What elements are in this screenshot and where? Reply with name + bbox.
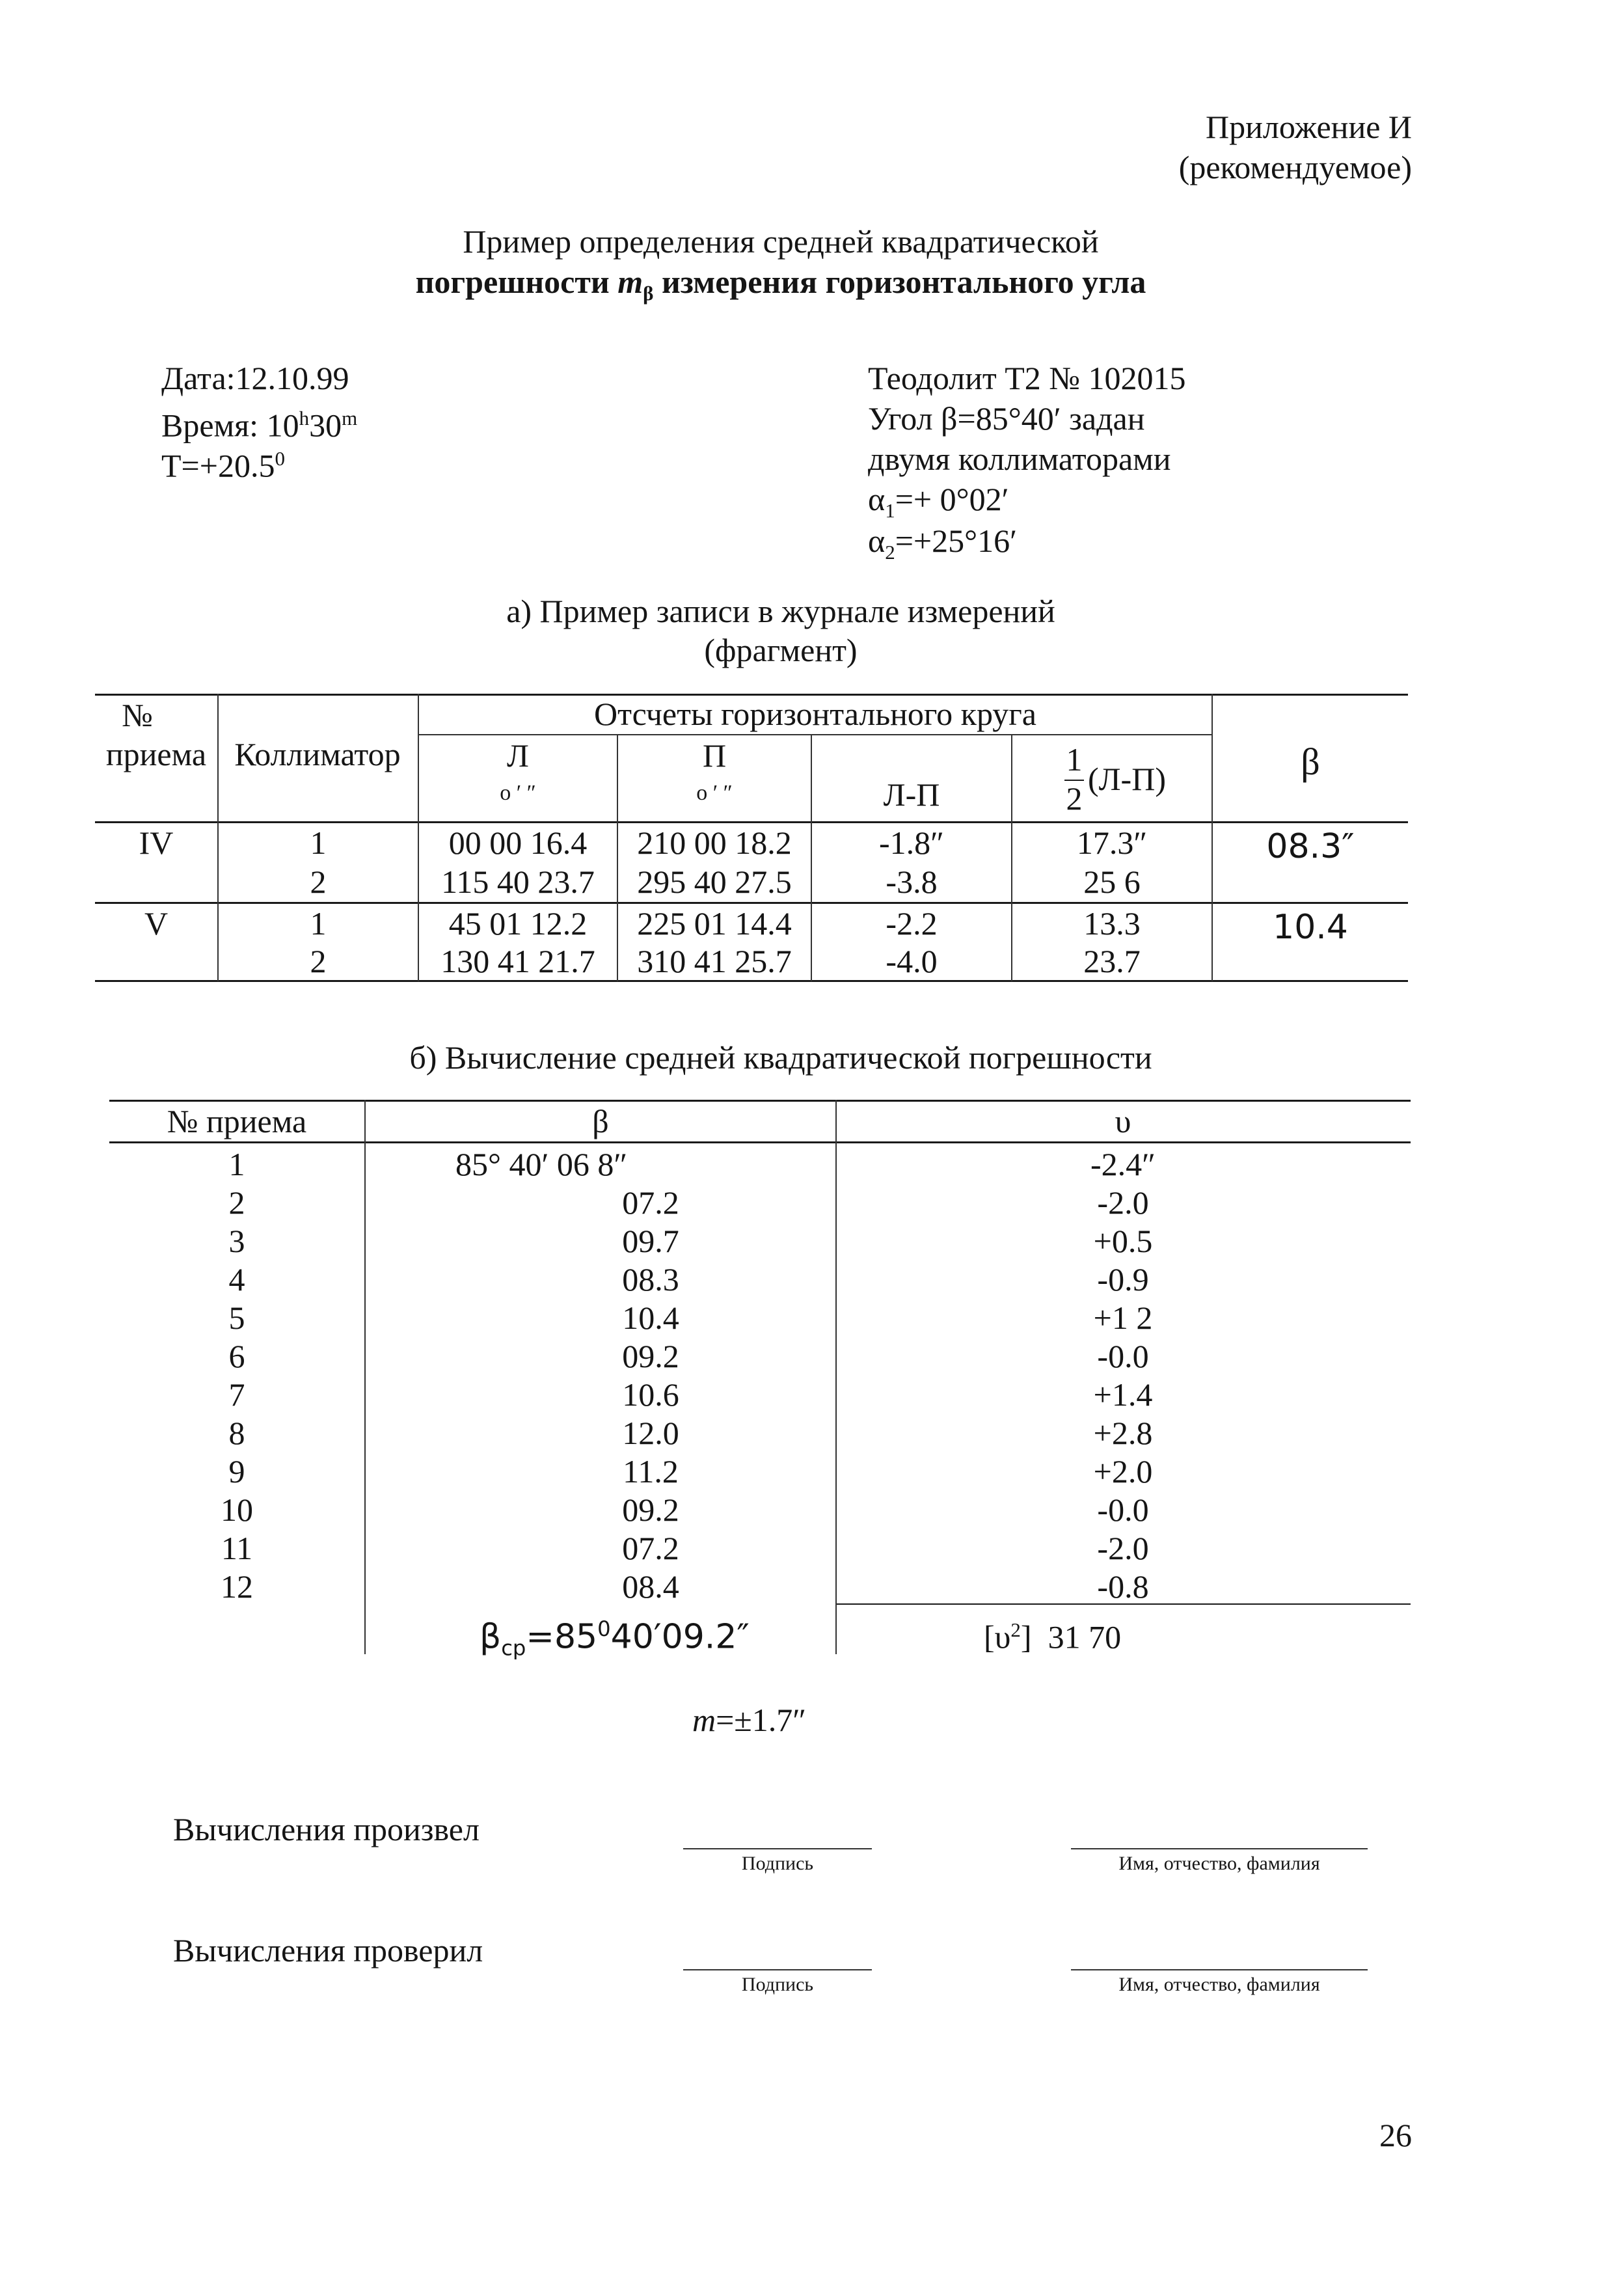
mean-beta: $\beta_{ср}=85^040'09.2''$ — [480, 1616, 750, 1661]
date-text: Дата:12.10.99 — [161, 360, 349, 396]
checked-by-label: Вычисления проверил — [173, 1932, 483, 1968]
alpha1-text: $\alpha_1=+ 0^\circ 02'$ — [868, 481, 1009, 522]
th-b-v: υ — [1115, 1103, 1131, 1139]
signature-caption: Подпись — [741, 1853, 814, 1874]
section-a-subtitle: (фрагмент) — [704, 632, 858, 668]
appendix-note: (рекомендуемое) — [1178, 149, 1412, 185]
name-caption: Имя, отчество, фамилия — [1118, 1853, 1320, 1874]
th-readings: Отсчеты горизонтального круга — [594, 696, 1036, 732]
th-beta: β — [1301, 741, 1320, 783]
th-b-no: № приема — [167, 1103, 307, 1139]
page-title-line2: погрешности $m_\beta$ измерения горизонтального угла — [415, 264, 1146, 305]
th-no-label: приема — [105, 736, 207, 772]
rms-error-result: m=±1.7″ — [692, 1702, 807, 1738]
angle-text: Угол β=85°40′ задан — [868, 400, 1145, 437]
page-number: 26 — [1379, 2117, 1412, 2153]
th-right-units: о ′ ″ — [696, 781, 733, 805]
name-caption: Имя, отчество, фамилия — [1118, 1974, 1320, 1995]
th-left-minus-right: Л-П — [883, 776, 940, 813]
page-title-line1: Пример определения средней квадратической — [463, 223, 1099, 260]
th-right: П — [702, 737, 727, 774]
th-b-beta: β — [592, 1103, 609, 1139]
computed-by-label: Вычисления произвел — [173, 1811, 480, 1847]
collimators-text: двумя коллиматорами — [868, 441, 1171, 477]
th-half-diff: 1 2 (Л-П) — [1012, 739, 1211, 817]
theodolite-text: Теодолит Т2 № 102015 — [868, 360, 1186, 396]
section-b-title: б) Вычисление средней квадратической погрешности — [409, 1039, 1152, 1076]
temperature-text: $T=+20.5^0$ — [161, 447, 285, 484]
th-left: Л — [507, 737, 529, 774]
th-collimator: Коллиматор — [234, 736, 401, 772]
sum-v-squared: $[\upsilon^2]$ 31 70 — [984, 1618, 1122, 1655]
time-text: Время: 10$^h$30$^m$ — [161, 407, 358, 444]
signature-caption: Подпись — [741, 1974, 814, 1995]
alpha2-text: $\alpha_2=+25^\circ 16'$ — [868, 523, 1018, 564]
th-no-symbol: № — [122, 697, 153, 733]
section-a-title: а) Пример записи в журнале измерений — [506, 593, 1055, 629]
th-left-units: о ′ ″ — [500, 781, 536, 805]
appendix-label: Приложение И — [1206, 109, 1412, 145]
